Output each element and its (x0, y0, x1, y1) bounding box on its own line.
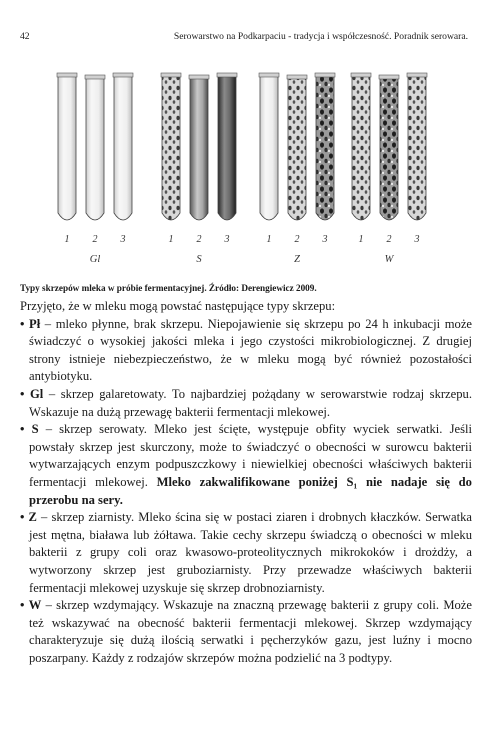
tube-number-label: 3 (322, 234, 328, 245)
curd-group-label: S (196, 254, 202, 265)
tube-number-label: 1 (64, 234, 70, 245)
tube-number-label: 2 (196, 234, 202, 245)
tube-number-label: 1 (266, 234, 272, 245)
tube-number-label: 3 (414, 234, 420, 245)
list-item (20, 316, 472, 386)
curd-types-list (20, 316, 472, 668)
tube-number-label: 2 (386, 234, 392, 245)
list-item (20, 421, 472, 509)
curd-term: S (31, 422, 39, 437)
curd-term: Gl (30, 386, 44, 401)
test-tube (351, 73, 371, 220)
list-item (20, 509, 472, 597)
tube-number-label: 3 (120, 234, 126, 245)
curd-description: – skrzep ziarnisty. Mleko ścina się w postaci ziaren i drobnych kłaczków. Serwatka jest mętna, biaława lub żółtawa. Takie cechy skrzepu świadczą o obecności w mleku bakterii z grupy coli oraz kwasowo-proteolitycznych mikrokoków i drożdży, a wytworzony skrzep jest gruboziarnisty. Przy przewadze właściwych bakterii fermentacji mlekowej uzyskuje się skrzep drobnoziarnisty. (29, 510, 472, 595)
tube-number-label: 2 (294, 234, 300, 245)
bullet: • (20, 598, 25, 613)
test-tubes-figure (40, 65, 450, 275)
curd-term: W (28, 598, 42, 613)
curd-description: – skrzep wzdymający. Wskazuje na znaczną przewagę bakterii z grupy coli. Może też wskazywać na obecność bakterii fermentacji mlekowej. Skrzep wzdymający charakteryzuje się dużą ilością serwatki i pęcherzyków gazu, jest luźny i mocno poszarpany. Każdy z rodzajów skrzepów można podzielić na 3 podtypy. (29, 598, 472, 665)
curd-description: – skrzep galaretowaty. To najbardziej pożądany w serowarstwie rodzaj skrzepu. Wskazuje na dużą przewagę bakterii fermentacji mlekowej. (29, 386, 472, 419)
tube-number-label: 1 (358, 234, 364, 245)
bullet: • (20, 422, 25, 437)
curd-term: Z (28, 510, 37, 525)
curd-warning: Mleko zakwalifikowane poniżej S₁ nie nadaje się do przerobu na sery. (29, 474, 472, 507)
list-item (20, 597, 472, 667)
bullet: • (20, 386, 25, 401)
tube-number-label: 1 (168, 234, 174, 245)
running-header (20, 31, 468, 45)
test-tube (407, 73, 427, 220)
running-title: Serowarstwo na Podkarpaciu - tradycja i współczesność. Poradnik serowara. (173, 31, 468, 42)
test-tube (217, 73, 237, 220)
page-number: 42 (20, 31, 30, 42)
curd-description: – mleko płynne, brak skrzepu. Niepojawienie się skrzepu po 24 h inkubacji może świadczyć o wysokiej jakości mleka i jego czystości mikrobiologicznej. Z drugiej strony istnieje niebezpieczeństwo, że w mleku mogą być również pozostałości antybiotyku. (29, 316, 472, 384)
test-tube (287, 75, 307, 220)
test-tube (57, 73, 77, 220)
curd-description: – skrzep serowaty. Mleko jest ścięte, występuje obfity wyciek serwatki. Jeśli powstały skrzep jest skurczony, może to świadczyć o obecności w surowcu bakterii wytwarzających enzym podpuszczkowy i niewielkiej obecności właściwych bakterii fermentacji mlekowej. (29, 422, 472, 489)
test-tube (161, 73, 181, 220)
curd-group-label: Z (294, 254, 300, 265)
bullet: • (20, 316, 25, 331)
figure-caption: Typy skrzepów mleka w próbie fermentacyjnej. Źródło: Derengiewicz 2009. (20, 283, 317, 293)
test-tube (189, 75, 209, 220)
curd-group-label: W (384, 254, 394, 265)
intro-paragraph: Przyjęto, że w mleku mogą powstać następujące typy skrzepu: (20, 299, 336, 313)
test-tube (85, 75, 105, 220)
tube-number-label: 2 (92, 234, 98, 245)
tube-number-label: 3 (224, 234, 230, 245)
list-item (20, 386, 472, 421)
test-tube (379, 75, 399, 220)
test-tube (315, 73, 335, 220)
body-text (20, 298, 472, 667)
test-tube (113, 73, 133, 220)
test-tubes-photo (40, 65, 450, 275)
bullet: • (20, 510, 25, 525)
curd-term: Pł (29, 316, 41, 331)
curd-group-label: Gl (89, 254, 101, 265)
test-tube (259, 73, 279, 220)
